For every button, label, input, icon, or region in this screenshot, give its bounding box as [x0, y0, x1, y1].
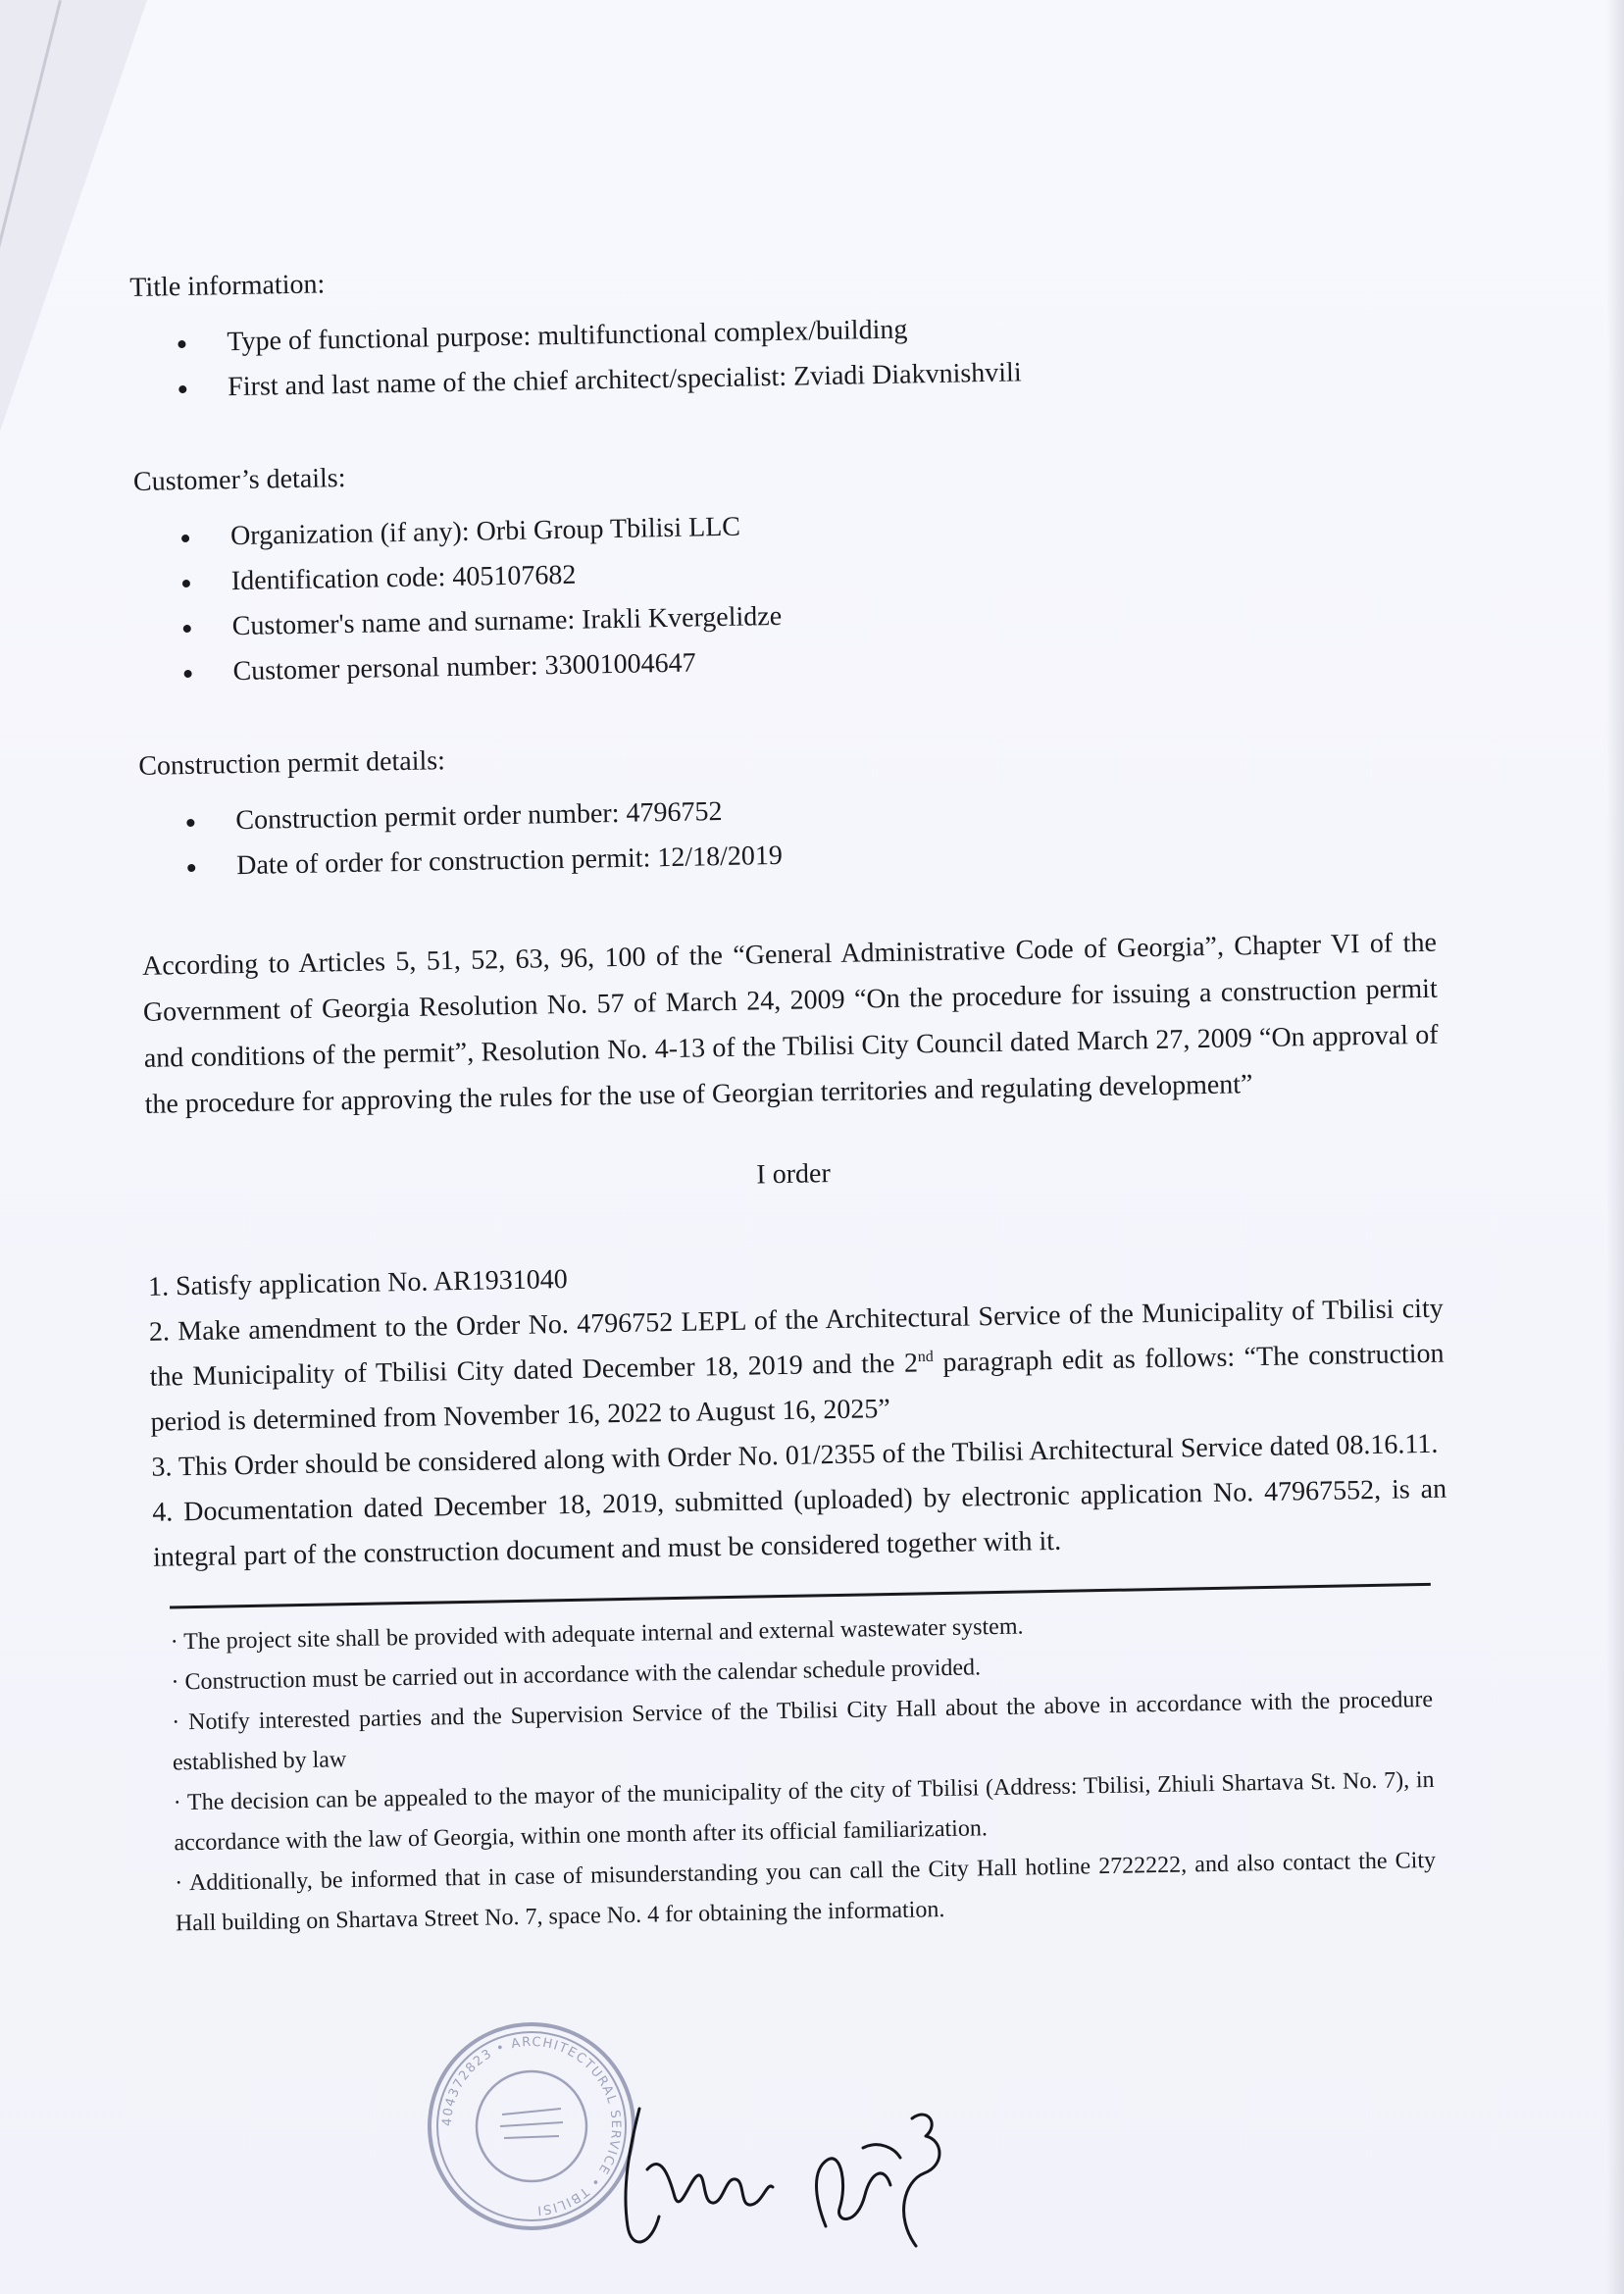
customer-details-list: [134, 492, 1432, 696]
list-item: Identification code: 405107682: [181, 537, 1430, 605]
notes-section: [154, 1600, 1437, 1945]
stamp-text: 404372823 • ARCHITECTURAL SERVICE • TBILISI: [439, 2034, 624, 2218]
list-item: Date of order for construction permit: 12/18/2019: [187, 822, 1436, 890]
order-item-4: 4. Documentation dated December 18, 2019, submitted (uploaded) by electronic application No. 47967552, is an integral part of the construction document and must be considered together with it.: [151, 1473, 1447, 1573]
signature: [600, 2079, 973, 2266]
list-item: Customer's name and surname: Irakli Kvergelidze: [182, 583, 1431, 650]
order-item-2-text-end: paragraph edit as follows: “The construction period is determined from November 16, 2022 to August 16, 2025”: [150, 1338, 1445, 1438]
note-item: · The project site shall be provided with adequate internal and external wastewater system.: [170, 1613, 1024, 1656]
page-edge-shadow: [1606, 0, 1624, 2294]
title-information-section: [129, 243, 1426, 412]
order-items: [148, 1242, 1448, 1581]
title-information-list: [130, 298, 1426, 412]
list-item: Construction permit order number: 4796752: [186, 777, 1435, 844]
folded-corner: [0, 0, 147, 432]
note-item: · Additionally, be informed that in case of misunderstanding you can call the City Hall hotline 2722222, and also contact the City Hall building on Shartava Street No. 7, space No. 4 for obtaining the information.: [174, 1847, 1437, 1937]
list-item: First and last name of the chief architect/specialist: Zviadi Diakvnishvili: [178, 343, 1427, 411]
order-item-1: 1. Satisfy application No. AR1931040: [147, 1263, 569, 1302]
list-item: Organization (if any): Orbi Group Tbilisi LLC: [181, 492, 1430, 560]
document-body: [129, 243, 1454, 1945]
note-item: · The decision can be appealed to the mayor of the municipality of the city of Tbilisi (Address: Tbilisi, Zhiuli Shartava St. No. 7), in accordance with the law of Georgia, within one month after its official familiarization.: [173, 1766, 1435, 1857]
construction-permit-section: [138, 722, 1435, 891]
svg-text:404372823 • ARCHITECTURAL SERV: [440, 2035, 623, 2218]
construction-permit-list: [139, 777, 1435, 891]
order-heading: I order: [756, 1158, 832, 1191]
customer-details-section: [133, 437, 1432, 696]
ordinal-suffix: nd: [917, 1348, 934, 1366]
customer-details-heading: Customer’s details:: [132, 462, 346, 497]
note-item: · Notify interested parties and the Supervision Service of the Tbilisi City Hall about the above in accordance with the procedure established by law: [171, 1686, 1434, 1776]
order-item-3: 3. This Order should be considered along with Order No. 01/2355 of the Tbilisi Architectural Service dated 08.16.11.: [151, 1428, 1439, 1483]
order-item-2-text: 2. Make amendment to the Order No. 4796752 LEPL of the Architectural Service of the Municipality of Tbilisi city the Municipality of Tbilisi City dated December 18, 2019 and the 2: [148, 1293, 1444, 1393]
construction-permit-heading: Construction permit details:: [138, 745, 446, 782]
list-item: Customer personal number: 33001004647: [183, 628, 1432, 695]
title-information-heading: Title information:: [129, 269, 326, 303]
order-item-2: [148, 1287, 1445, 1446]
list-item: Type of functional purpose: multifunctional complex/building: [178, 298, 1426, 366]
legal-basis-paragraph: According to Articles 5, 51, 52, 63, 96, 100 of the “General Administrative Code of Georgia”, Chapter VI of the Government of Georgia Resolution No. 57 of March 24, 2009 “On the procedure for issuing a construction permit and conditions of the permit”, Resolution No. 4-13 of the Tbilisi City Council dated March 27, 2009 “On approval of the procedure for approving the rules for the use of Georgian territories and regulating development”: [141, 927, 1439, 1120]
note-item: · Construction must be carried out in accordance with the calendar schedule provided.: [171, 1655, 982, 1696]
